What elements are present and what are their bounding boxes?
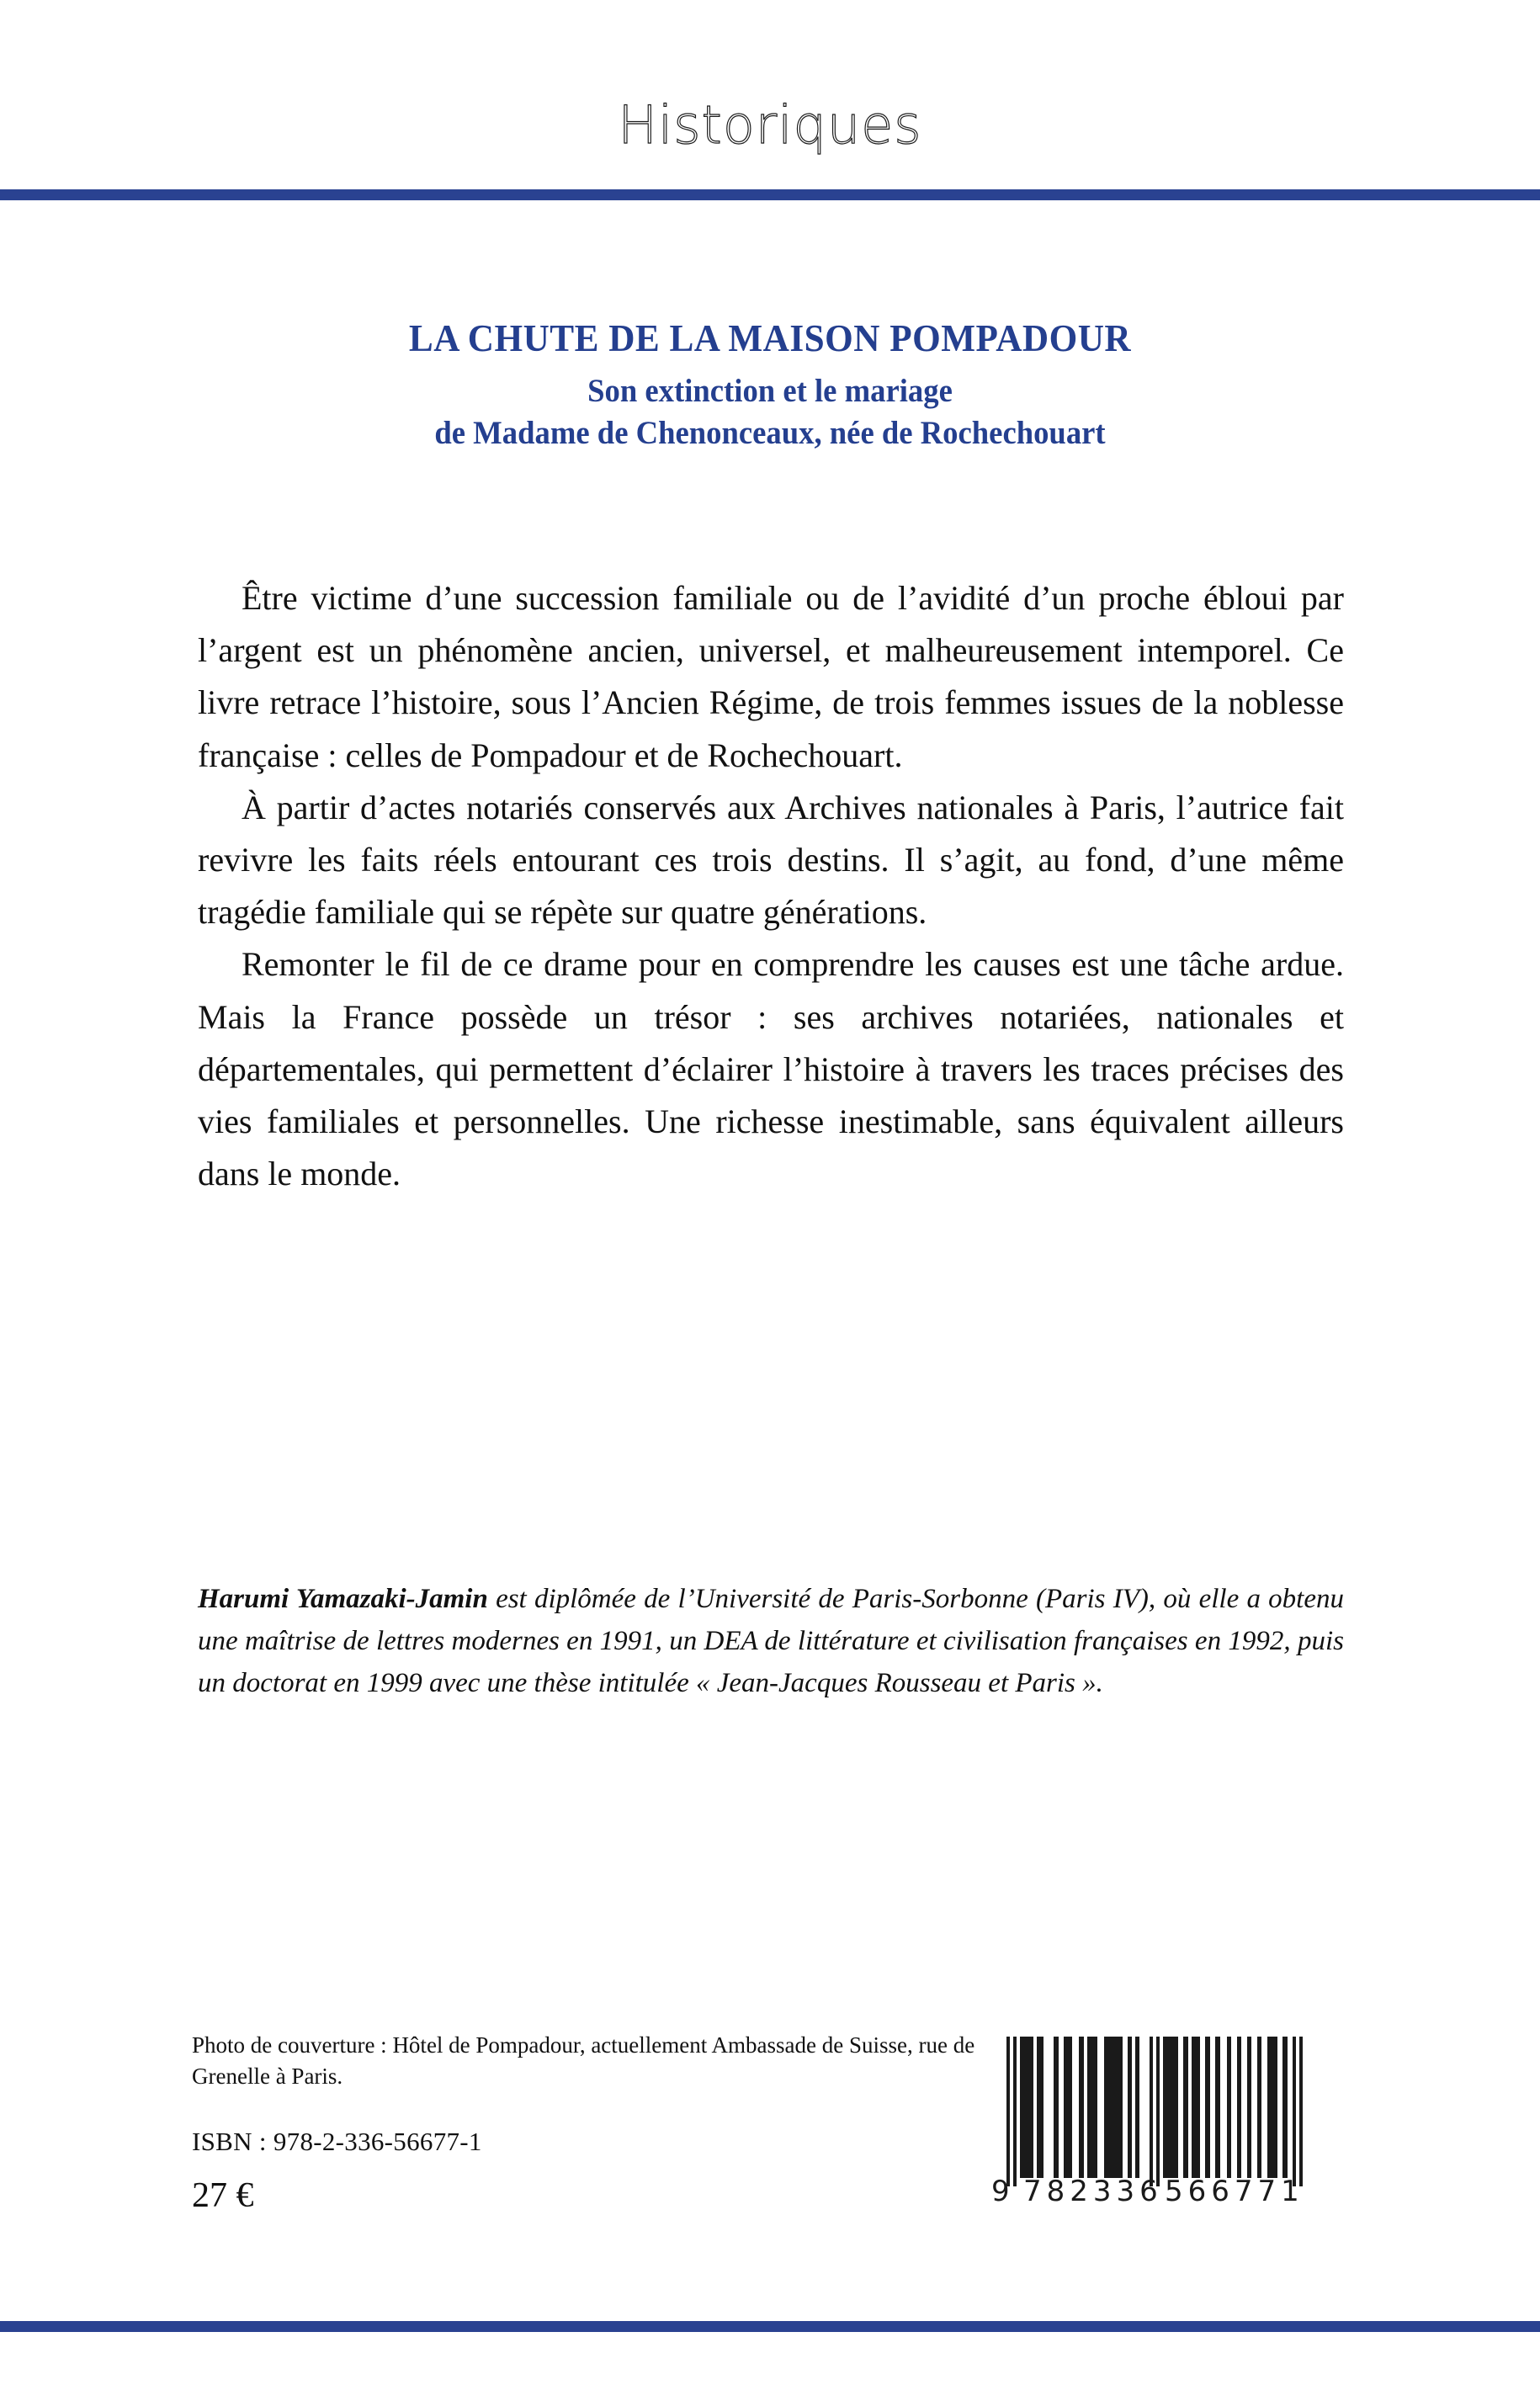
title-block	[198, 316, 1342, 454]
barcode-graphic	[983, 2028, 1320, 2230]
svg-text:566771: 566771	[1165, 2175, 1304, 2208]
collection-series-title: Historiques	[618, 94, 922, 156]
isbn-text: ISBN : 978-2-336-56677-1	[192, 2126, 482, 2156]
bottom-blue-rule	[0, 2321, 1540, 2332]
book-subtitle-line-1: Son extinction et le mariage	[587, 373, 953, 410]
blurb-paragraph: À partir d’actes notariés conservés aux Archives nationales à Paris, l’autrice fait revivre les faits réels entourant ces trois destins. Il s’agit, au fond, d’une même tragédie familiale qui se répète sur quatre générations.	[198, 788, 1344, 932]
author-biography	[198, 1578, 1344, 1704]
ean13-barcode	[983, 2028, 1320, 2230]
svg-text:9: 9	[991, 2175, 1010, 2208]
book-subtitle	[232, 370, 1308, 454]
author-name: Harumi Yamazaki-Jamin	[198, 1584, 488, 1614]
footer-block	[192, 2030, 983, 2216]
svg-text:782336: 782336	[1023, 2175, 1163, 2208]
book-title: LA CHUTE DE LA MAISON POMPADOUR	[408, 316, 1132, 359]
book-subtitle-line-2: de Madame de Chenonceaux, née de Rochechouart	[434, 414, 1106, 451]
blurb-paragraph: Être victime d’une succession familiale ou de l’avidité d’un proche ébloui par l’argent est un phénomène ancien, universel, et malheureusement intemporel. Ce livre retrace l’histoire, sous l’Ancien Régime, de trois femmes issues de la noblesse française : celles de Pompadour et de Rochechouart.	[198, 579, 1344, 774]
top-blue-rule	[0, 189, 1540, 200]
author-bio-text: est diplômée de l’Université de Paris-Sorbonne (Paris IV), où elle a obtenu une maîtrise de lettres modernes en 1991, un DEA de littérature et civilisation françaises en 1992, puis un doctorat en 1999 avec une thèse intitulée « Jean-Jacques Rousseau et Paris ».	[198, 1584, 1344, 1699]
price-text: 27 €	[192, 2175, 254, 2215]
blurb-paragraph: Remonter le fil de ce drame pour en comprendre les causes est une tâche ardue. Mais la France possède un trésor : ses archives notariées, nationales et départementales, qui permettent d’éclairer l’histoire à travers les traces précises des vies familiales et personnelles. Une richesse inestimable, sans équivalent ailleurs dans le monde.	[198, 945, 1344, 1193]
back-cover-blurb	[198, 572, 1344, 1200]
cover-photo-credit: Photo de couverture : Hôtel de Pompadour, actuellement Ambassade de Suisse, rue de Grenelle à Paris.	[192, 2032, 975, 2090]
